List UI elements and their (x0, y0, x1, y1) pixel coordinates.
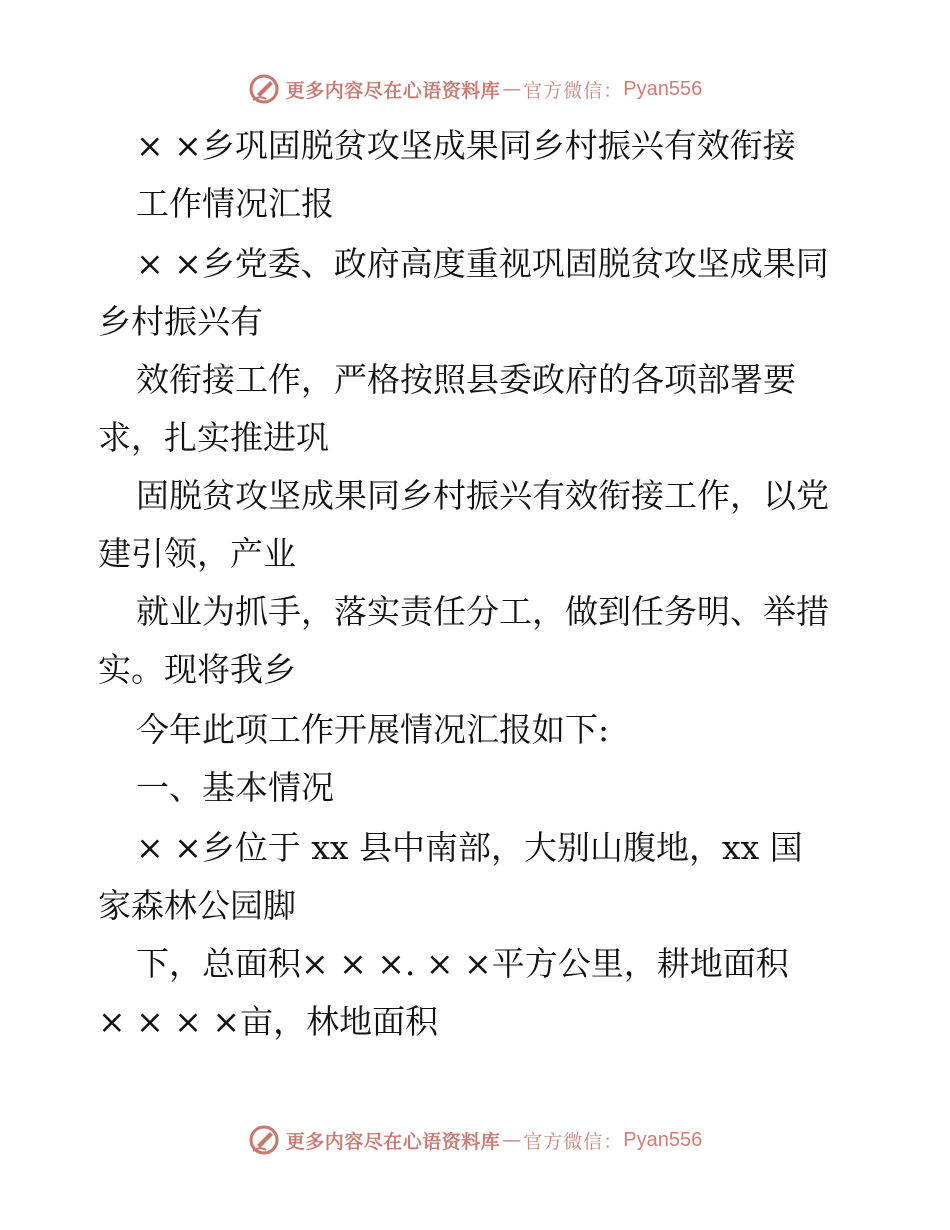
banner-brand-text: 更多内容尽在心语资料库 (285, 79, 501, 102)
doc-line: 家森林公园脚 (98, 886, 296, 925)
banner-brand-text: 更多内容尽在心语资料库 (285, 1130, 501, 1153)
brand-logo-icon (248, 1124, 280, 1156)
footer-watermark-banner (0, 1122, 950, 1158)
doc-line: 建引领，产业 (98, 534, 296, 573)
section-heading: 一、基本情况 (136, 768, 334, 807)
doc-line: × × × ×亩，林地面积 (98, 1002, 439, 1041)
banner-wechat-label: 官方微信： (523, 79, 624, 102)
doc-title-line-2: 工作情况汇报 (136, 184, 334, 223)
doc-line: 效衔接工作，严格按照县委政府的各项部署要 (136, 360, 796, 399)
banner-separator: — (502, 78, 522, 100)
doc-line: 固脱贫攻坚成果同乡村振兴有效衔接工作，以党 (136, 476, 829, 515)
header-watermark-banner (0, 71, 950, 107)
doc-line: × ×乡位于 xx 县中南部，大别山腹地，xx 国 (136, 828, 803, 867)
banner-wechat-id: Pyan556 (623, 77, 703, 100)
banner-wechat-label: 官方微信： (523, 1130, 624, 1153)
banner-wechat-id: Pyan556 (623, 1128, 703, 1151)
doc-line: 求，扎实推进巩 (98, 418, 329, 457)
doc-line: × ×乡党委、政府高度重视巩固脱贫攻坚成果同 (136, 244, 829, 283)
doc-line: 今年此项工作开展情况汇报如下: (136, 710, 610, 749)
doc-title-line-1: × ×乡巩固脱贫攻坚成果同乡村振兴有效衔接 (136, 126, 796, 165)
doc-line: 下，总面积× × ×. × ×平方公里，耕地面积 (136, 944, 789, 983)
brand-logo-icon (248, 73, 280, 105)
doc-line: 就业为抓手，落实责任分工，做到任务明、举措 (136, 592, 829, 631)
doc-line: 乡村振兴有 (98, 302, 263, 341)
doc-line: 实。现将我乡 (98, 650, 296, 689)
banner-separator: — (502, 1129, 522, 1151)
